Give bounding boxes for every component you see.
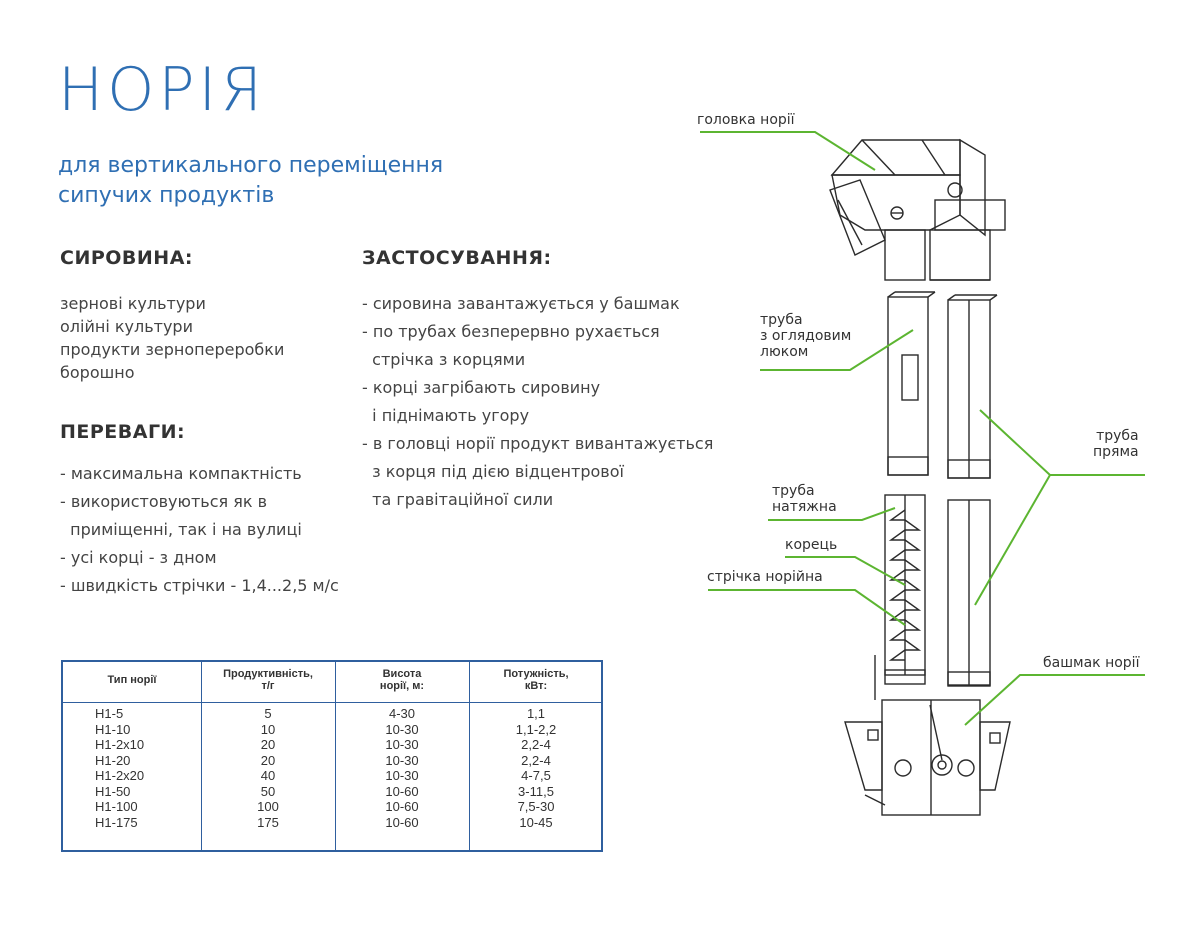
- advantage-line: - використовуються як в: [60, 492, 268, 511]
- table-cell: Н1-10: [95, 721, 131, 737]
- table-cell: 10-60: [385, 814, 419, 830]
- application-line: - в головці норії продукт вивантажується: [362, 434, 714, 453]
- subtitle-line-2: сипучих продуктів: [58, 183, 275, 208]
- application-line: та гравітаційної сили: [362, 490, 554, 509]
- application-line: - сировина завантажується у башмак: [362, 294, 680, 313]
- table-cell: 4-7,5: [521, 768, 551, 783]
- raw-materials-heading: СИРОВИНА:: [60, 247, 194, 269]
- table-cell: 10-60: [385, 799, 419, 814]
- table-cell: 20: [260, 752, 276, 768]
- table-header-type: Тип норії: [107, 674, 157, 686]
- table-header-height: Висота норії, м:: [379, 668, 425, 692]
- raw-material-item: олійні культури: [60, 317, 193, 336]
- lower-pipe-drawing: [948, 500, 990, 686]
- elevator-boot-drawing: [845, 655, 1010, 815]
- raw-material-item: зернові культури: [60, 294, 206, 313]
- table-cell: 10-30: [385, 752, 419, 768]
- table-cell: 2,2-4: [521, 737, 551, 752]
- table-cell: 4-30: [388, 706, 416, 721]
- table-cell: Н1-2х10: [95, 737, 145, 752]
- table-cell: 2,2-4: [521, 752, 551, 768]
- table-cell: 1,1-2,2: [515, 721, 557, 737]
- label-pipe-hatch: труба з оглядовим люком: [760, 312, 852, 360]
- table-header-power: Потужність, кВт:: [503, 668, 569, 692]
- page-title: НОРІЯ: [58, 55, 266, 125]
- table-cell: Н1-2х20: [95, 768, 145, 783]
- label-boot: башмак норії: [1043, 655, 1140, 671]
- raw-material-item: борошно: [60, 363, 135, 382]
- label-bucket: корець: [785, 537, 838, 553]
- application-heading: ЗАСТОСУВАННЯ:: [362, 247, 552, 269]
- table-cell: 100: [257, 799, 279, 814]
- advantage-line: - максимальна компактність: [60, 464, 302, 483]
- application-line: з корця під дією відцентрової: [362, 462, 624, 481]
- table-cell: 50: [260, 783, 276, 799]
- table-cell: 175: [257, 814, 279, 830]
- advantages-heading: ПЕРЕВАГИ:: [60, 421, 186, 443]
- application-line: - корці загрібають сировину: [362, 378, 601, 397]
- table-header-divider: [63, 702, 601, 703]
- label-pipe-straight: труба пряма: [1093, 428, 1139, 460]
- table-cell: 1,1: [526, 706, 546, 721]
- leader-lines: [700, 132, 1145, 725]
- table-header-capacity: Продуктивність, т/г: [223, 668, 313, 692]
- upper-pipes-drawing: [888, 292, 997, 478]
- table-cell: 10-60: [385, 783, 419, 799]
- label-pipe-tension: труба натяжна: [772, 483, 837, 515]
- elevator-diagram: [690, 100, 1170, 840]
- tension-pipe-drawing: [885, 495, 925, 684]
- table-cell: Н1-100: [95, 799, 138, 814]
- advantage-line: - усі корці - з дном: [60, 548, 217, 567]
- table-cell: 40: [260, 768, 276, 783]
- table-cell: 3-11,5: [518, 783, 554, 799]
- raw-material-item: продукти зернопереробки: [60, 340, 285, 359]
- table-cell: Н1-175: [95, 814, 138, 830]
- table-cell: Н1-5: [95, 706, 124, 721]
- advantage-line: - швидкість стрічки - 1,4...2,5 м/с: [60, 576, 339, 595]
- table-cell: 10: [260, 721, 276, 737]
- label-head: головка норії: [697, 112, 795, 128]
- table-cell: 10-45: [519, 814, 553, 830]
- application-line: стрічка з корцями: [362, 350, 526, 369]
- table-cell: Н1-20: [95, 752, 131, 768]
- table-cell: Н1-50: [95, 783, 131, 799]
- application-line: і піднімають угору: [362, 406, 530, 425]
- application-line: - по трубах безперервно рухається: [362, 322, 660, 341]
- table-cell: 5: [264, 706, 272, 721]
- advantage-line: приміщенні, так і на вулиці: [60, 520, 302, 539]
- label-belt: стрічка норійна: [707, 569, 823, 585]
- table-cell: 20: [260, 737, 276, 752]
- table-cell: 10-30: [385, 768, 419, 783]
- subtitle-line-1: для вертикального переміщення: [58, 153, 444, 178]
- table-cell: 10-30: [385, 721, 419, 737]
- table-cell: 10-30: [385, 737, 419, 752]
- table-cell: 7,5-30: [517, 799, 555, 814]
- elevator-head-drawing: [830, 140, 1005, 280]
- spec-table: [61, 660, 603, 852]
